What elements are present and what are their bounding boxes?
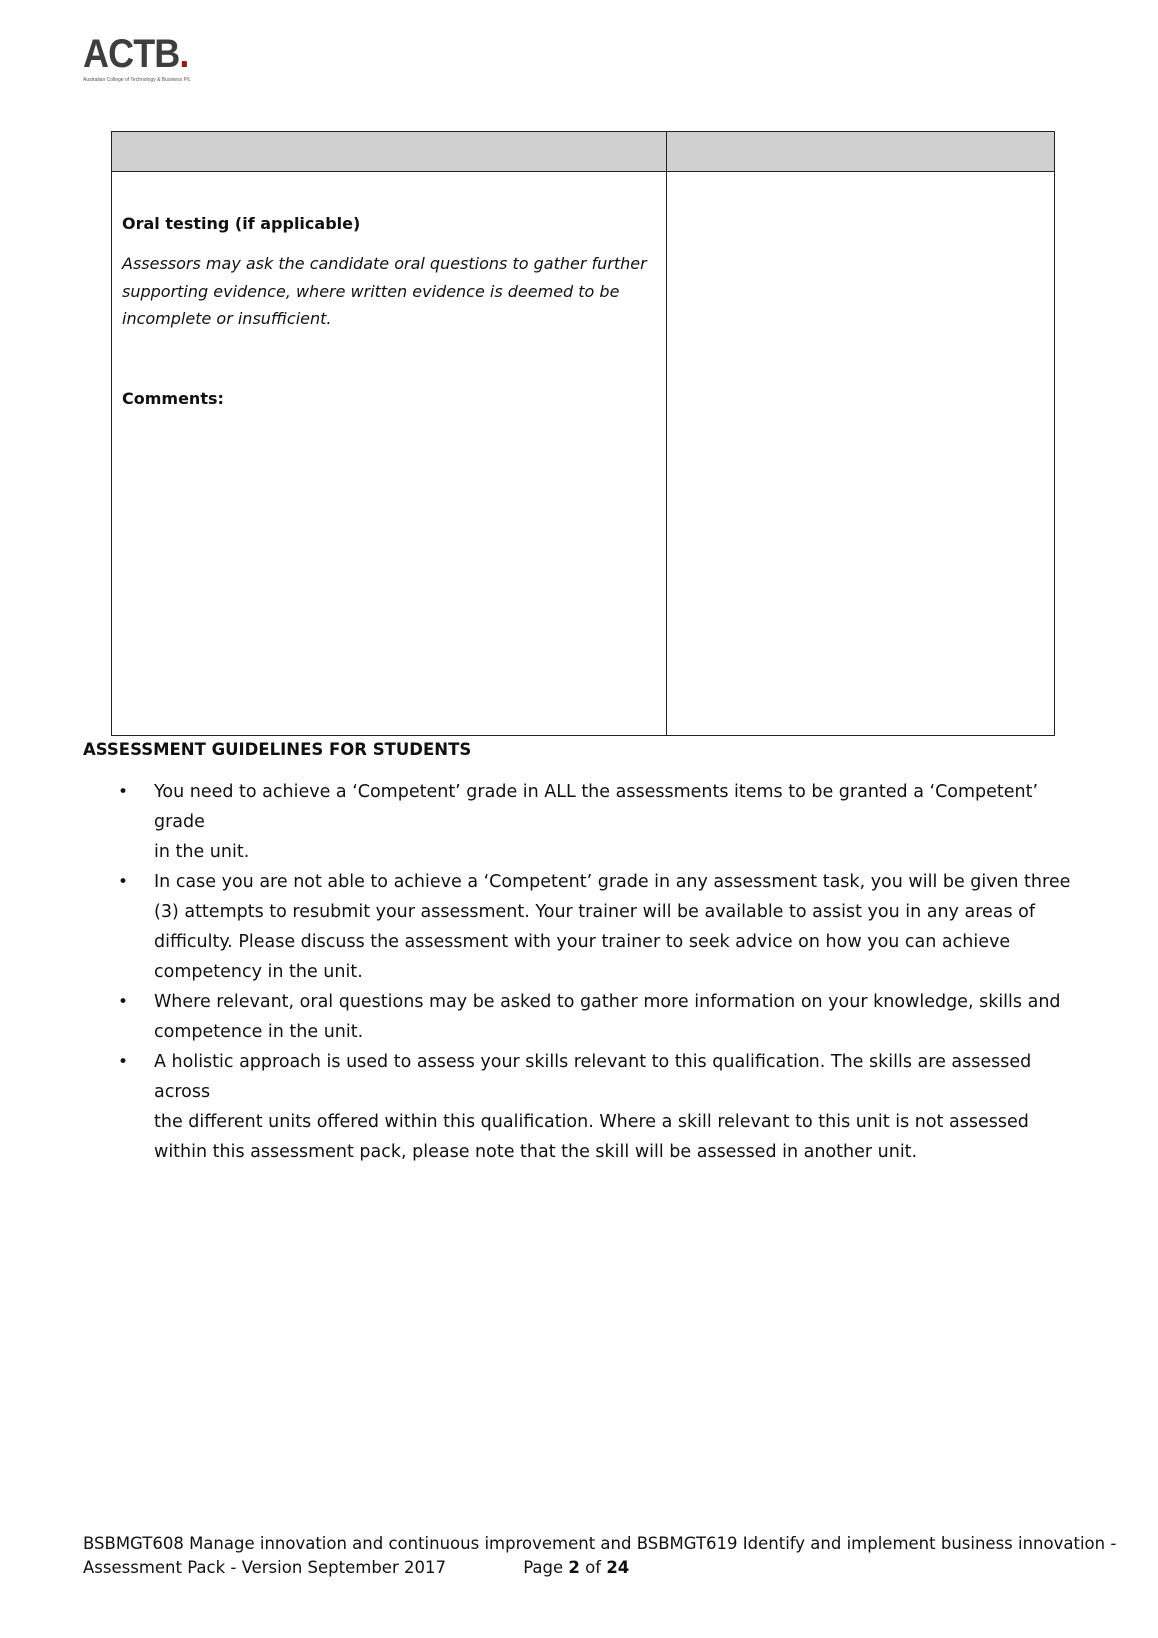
logo-subtitle: Australian College of Technology & Business P/L (83, 77, 192, 83)
guidelines-heading: ASSESSMENT GUIDELINES FOR STUDENTS (83, 740, 472, 759)
guideline-item: • You need to achieve a ‘Competent’ grade in ALL the assessments items to be granted a ‘Competent’ grade in the unit. (83, 777, 1083, 867)
page-footer (83, 1532, 1117, 1580)
logo-wordmark: ACTB. (83, 32, 189, 76)
oral-testing-cell (112, 172, 667, 736)
assessor-response-cell (667, 172, 1055, 736)
page-number: Page 2 of 24 (523, 1558, 630, 1577)
comments-label: Comments: (122, 388, 224, 408)
table-header-row (112, 132, 1055, 172)
guidelines-list (83, 777, 1083, 1167)
footer-title: BSBMGT608 Manage innovation and continuous improvement and BSBMGT619 Identify and implement business innovation - (83, 1534, 1117, 1553)
table-header-right (667, 132, 1055, 172)
guideline-item: • Where relevant, oral questions may be asked to gather more information on your knowledge, skills and competence in the unit. (83, 987, 1083, 1047)
total-pages: 24 (606, 1558, 630, 1577)
oral-testing-description: Assessors may ask the candidate oral questions to gather further supporting evidence, where written evidence is deemed to be incomplete or insufficient. (122, 254, 647, 328)
oral-testing-table (111, 131, 1055, 736)
guideline-item: • In case you are not able to achieve a ‘Competent’ grade in any assessment task, you will be given three (3) attempts to resubmit your assessment. Your trainer will be available to assist you in any areas of difficulty. Please discuss the assessment with your trainer to seek advice on how you can achieve competency in the unit. (83, 867, 1083, 987)
current-page: 2 (568, 1558, 580, 1577)
guideline-item: • A holistic approach is used to assess your skills relevant to this qualification. The skills are assessed across the different units offered within this qualification. Where a skill relevant to this unit is not assessed within this assessment pack, please note that the skill will be assessed in another unit. (83, 1047, 1083, 1167)
footer-version: Assessment Pack - Version September 2017 (83, 1558, 446, 1577)
bullet-icon: • (118, 872, 129, 892)
bullet-icon: • (118, 992, 129, 1012)
table-header-left (112, 132, 667, 172)
oral-testing-heading: Oral testing (if applicable) (122, 214, 361, 233)
footer-version-line (83, 1556, 1083, 1580)
bullet-icon: • (118, 782, 129, 802)
bullet-icon: • (118, 1052, 129, 1072)
actb-logo (83, 34, 203, 90)
table-body-row (112, 172, 1055, 736)
